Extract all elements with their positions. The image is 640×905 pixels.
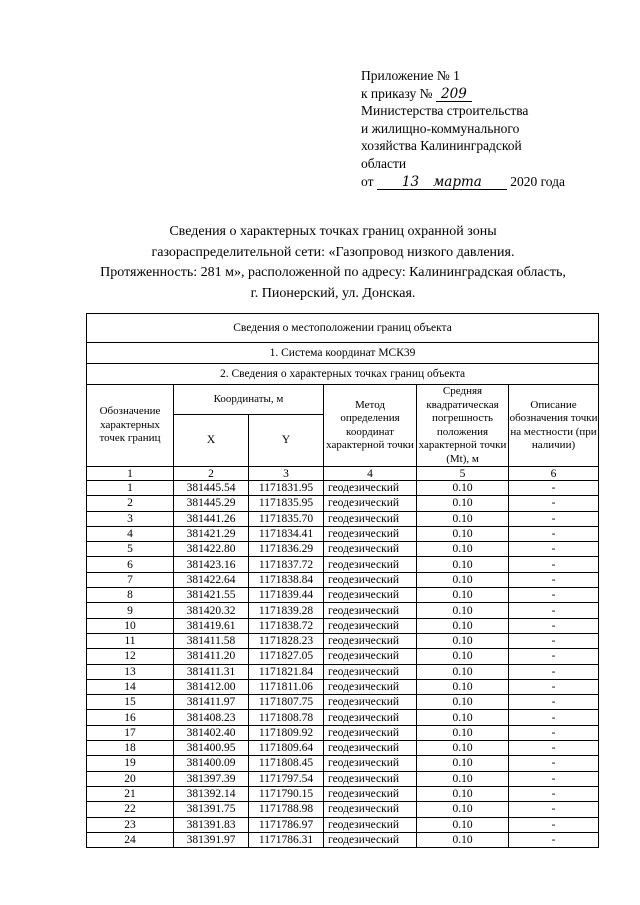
cell-x: 381422.80 <box>174 542 249 557</box>
header-method: Метод определения координат характерной точки <box>324 385 417 467</box>
cell-error: 0.10 <box>417 557 509 572</box>
cell-description: - <box>509 679 599 694</box>
table-row <box>87 786 599 801</box>
cell-description: - <box>509 572 599 587</box>
heading-line-1: Сведения о характерных точках границ охранной зоны <box>169 224 497 239</box>
cell-point-number: 23 <box>87 817 174 832</box>
cell-y: 1171839.44 <box>249 588 324 603</box>
cell-point-number: 14 <box>87 679 174 694</box>
cell-point-number: 11 <box>87 633 174 648</box>
table-row <box>87 741 599 756</box>
cell-description: - <box>509 481 599 496</box>
cell-y: 1171807.75 <box>249 695 324 710</box>
cell-method: геодезический <box>324 542 417 557</box>
cell-x: 381419.61 <box>174 618 249 633</box>
cell-error: 0.10 <box>417 802 509 817</box>
appendix-line-4: и жилищно-коммунального <box>361 120 520 136</box>
cell-error: 0.10 <box>417 572 509 587</box>
appendix-block <box>361 67 601 190</box>
cell-description: - <box>509 618 599 633</box>
date-prefix: от <box>361 173 374 189</box>
cell-point-number: 16 <box>87 710 174 725</box>
cell-point-number: 9 <box>87 603 174 618</box>
cell-x: 381391.75 <box>174 802 249 817</box>
column-number: 1 <box>87 467 174 481</box>
cell-x: 381392.14 <box>174 786 249 801</box>
cell-method: геодезический <box>324 481 417 496</box>
cell-description: - <box>509 802 599 817</box>
cell-description: - <box>509 725 599 740</box>
cell-method: геодезический <box>324 588 417 603</box>
cell-description: - <box>509 542 599 557</box>
cell-error: 0.10 <box>417 588 509 603</box>
cell-method: геодезический <box>324 664 417 679</box>
cell-x: 381400.95 <box>174 741 249 756</box>
cell-y: 1171838.84 <box>249 572 324 587</box>
table-row <box>87 725 599 740</box>
cell-point-number: 17 <box>87 725 174 740</box>
boundary-points-table <box>86 313 599 848</box>
cell-y: 1171834.41 <box>249 526 324 541</box>
table-title: Сведения о местоположении границ объекта <box>87 314 599 343</box>
cell-x: 381423.16 <box>174 557 249 572</box>
table-row <box>87 664 599 679</box>
cell-description: - <box>509 633 599 648</box>
cell-error: 0.10 <box>417 633 509 648</box>
document-heading <box>40 222 626 304</box>
cell-point-number: 8 <box>87 588 174 603</box>
table-row <box>87 633 599 648</box>
cell-y: 1171831.95 <box>249 481 324 496</box>
column-numbers-row <box>87 467 599 481</box>
cell-y: 1171788.98 <box>249 802 324 817</box>
cell-error: 0.10 <box>417 725 509 740</box>
cell-method: геодезический <box>324 725 417 740</box>
table-row <box>87 817 599 832</box>
cell-method: геодезический <box>324 741 417 756</box>
cell-error: 0.10 <box>417 771 509 786</box>
heading-line-4: г. Пионерский, ул. Донская. <box>250 285 416 301</box>
cell-description: - <box>509 588 599 603</box>
table-row <box>87 802 599 817</box>
cell-method: геодезический <box>324 756 417 771</box>
table-row <box>87 756 599 771</box>
table-row <box>87 771 599 786</box>
table-row <box>87 618 599 633</box>
cell-x: 381420.32 <box>174 603 249 618</box>
table-row <box>87 679 599 694</box>
header-point: Обозначение характерных точек границ <box>87 385 174 467</box>
cell-point-number: 21 <box>87 786 174 801</box>
cell-description: - <box>509 496 599 511</box>
cell-point-number: 1 <box>87 481 174 496</box>
cell-point-number: 3 <box>87 511 174 526</box>
table-row <box>87 511 599 526</box>
table-row <box>87 572 599 587</box>
cell-y: 1171827.05 <box>249 649 324 664</box>
table-row <box>87 526 599 541</box>
table-row <box>87 588 599 603</box>
cell-x: 381391.83 <box>174 817 249 832</box>
cell-description: - <box>509 603 599 618</box>
cell-point-number: 5 <box>87 542 174 557</box>
cell-y: 1171828.23 <box>249 633 324 648</box>
cell-y: 1171786.31 <box>249 832 324 847</box>
cell-method: геодезический <box>324 679 417 694</box>
cell-point-number: 7 <box>87 572 174 587</box>
table-row <box>87 649 599 664</box>
header-coordinates: Координаты, м <box>174 385 324 415</box>
cell-method: геодезический <box>324 633 417 648</box>
cell-error: 0.10 <box>417 618 509 633</box>
cell-point-number: 4 <box>87 526 174 541</box>
cell-y: 1171839.28 <box>249 603 324 618</box>
column-number: 2 <box>174 467 249 481</box>
cell-x: 381441.26 <box>174 511 249 526</box>
cell-description: - <box>509 649 599 664</box>
cell-method: геодезический <box>324 496 417 511</box>
cell-method: геодезический <box>324 786 417 801</box>
cell-method: геодезический <box>324 802 417 817</box>
cell-method: геодезический <box>324 603 417 618</box>
cell-y: 1171838.72 <box>249 618 324 633</box>
section-row-2 <box>87 364 599 385</box>
cell-x: 381411.31 <box>174 664 249 679</box>
heading-line-2: газораспределительной сети: «Газопровод низкого давления. <box>151 244 515 260</box>
cell-description: - <box>509 786 599 801</box>
cell-y: 1171809.92 <box>249 725 324 740</box>
cell-description: - <box>509 756 599 771</box>
cell-y: 1171837.72 <box>249 557 324 572</box>
column-number: 4 <box>324 467 417 481</box>
table-row <box>87 603 599 618</box>
cell-method: геодезический <box>324 817 417 832</box>
cell-x: 381408.23 <box>174 710 249 725</box>
cell-point-number: 15 <box>87 695 174 710</box>
cell-description: - <box>509 817 599 832</box>
cell-point-number: 2 <box>87 496 174 511</box>
cell-x: 381411.97 <box>174 695 249 710</box>
table-row <box>87 481 599 496</box>
cell-description: - <box>509 710 599 725</box>
cell-error: 0.10 <box>417 664 509 679</box>
header-row-1 <box>87 385 599 415</box>
cell-error: 0.10 <box>417 832 509 847</box>
cell-error: 0.10 <box>417 741 509 756</box>
cell-point-number: 24 <box>87 832 174 847</box>
cell-description: - <box>509 557 599 572</box>
column-number: 6 <box>509 467 599 481</box>
cell-method: геодезический <box>324 572 417 587</box>
cell-error: 0.10 <box>417 496 509 511</box>
cell-x: 381402.40 <box>174 725 249 740</box>
section-coordinate-system: 1. Система координат МСК39 <box>87 343 599 364</box>
cell-error: 0.10 <box>417 526 509 541</box>
cell-description: - <box>509 511 599 526</box>
cell-error: 0.10 <box>417 817 509 832</box>
table-row <box>87 496 599 511</box>
cell-method: геодезический <box>324 649 417 664</box>
cell-x: 381421.29 <box>174 526 249 541</box>
column-number: 3 <box>249 467 324 481</box>
cell-error: 0.10 <box>417 756 509 771</box>
order-number-handwritten: 209 <box>436 87 472 102</box>
cell-y: 1171835.70 <box>249 511 324 526</box>
date-year: 2020 года <box>510 173 566 189</box>
header-x: X <box>174 414 249 466</box>
order-prefix: к приказу № <box>361 85 433 101</box>
cell-error: 0.10 <box>417 710 509 725</box>
cell-x: 381412.00 <box>174 679 249 694</box>
cell-x: 381411.58 <box>174 633 249 648</box>
cell-y: 1171809.64 <box>249 741 324 756</box>
cell-y: 1171797.54 <box>249 771 324 786</box>
appendix-line-5: хозяйства Калининградской <box>361 138 522 154</box>
table-row <box>87 542 599 557</box>
cell-y: 1171808.78 <box>249 710 324 725</box>
cell-method: геодезический <box>324 526 417 541</box>
cell-method: геодезический <box>324 618 417 633</box>
table-row <box>87 832 599 847</box>
cell-method: геодезический <box>324 695 417 710</box>
cell-point-number: 12 <box>87 649 174 664</box>
cell-x: 381445.29 <box>174 496 249 511</box>
section-boundary-points: 2. Сведения о характерных точках границ объекта <box>87 364 599 385</box>
cell-error: 0.10 <box>417 679 509 694</box>
cell-y: 1171790.15 <box>249 786 324 801</box>
appendix-line-1: Приложение № 1 <box>361 68 460 83</box>
table-row <box>87 710 599 725</box>
cell-error: 0.10 <box>417 542 509 557</box>
cell-point-number: 20 <box>87 771 174 786</box>
cell-x: 381400.09 <box>174 756 249 771</box>
cell-x: 381421.55 <box>174 588 249 603</box>
cell-description: - <box>509 664 599 679</box>
cell-error: 0.10 <box>417 786 509 801</box>
cell-error: 0.10 <box>417 695 509 710</box>
cell-x: 381445.54 <box>174 481 249 496</box>
cell-method: геодезический <box>324 557 417 572</box>
table-title-row <box>87 314 599 343</box>
cell-y: 1171836.29 <box>249 542 324 557</box>
header-description: Описание обозначения точки на местности (при наличии) <box>509 385 599 467</box>
cell-y: 1171811.06 <box>249 679 324 694</box>
heading-line-3: Протяженность: 281 м», расположенной по адресу: Калининградская область, <box>100 265 566 280</box>
cell-y: 1171835.95 <box>249 496 324 511</box>
cell-y: 1171821.84 <box>249 664 324 679</box>
cell-x: 381391.97 <box>174 832 249 847</box>
cell-y: 1171808.45 <box>249 756 324 771</box>
cell-point-number: 13 <box>87 664 174 679</box>
cell-description: - <box>509 695 599 710</box>
cell-y: 1171786.97 <box>249 817 324 832</box>
cell-description: - <box>509 771 599 786</box>
column-number: 5 <box>417 467 509 481</box>
cell-point-number: 19 <box>87 756 174 771</box>
cell-error: 0.10 <box>417 649 509 664</box>
date-month: марта <box>433 173 482 190</box>
cell-method: геодезический <box>324 832 417 847</box>
cell-description: - <box>509 526 599 541</box>
cell-point-number: 22 <box>87 802 174 817</box>
cell-x: 381397.39 <box>174 771 249 786</box>
appendix-line-6: области <box>361 155 407 171</box>
appendix-line-3: Министерства строительства <box>361 103 529 119</box>
table-row <box>87 557 599 572</box>
date-day: 13 <box>401 173 420 190</box>
cell-error: 0.10 <box>417 481 509 496</box>
appendix-order-line <box>361 85 601 103</box>
header-error: Средняя квадратическая погрешность положения характерной точки (Mt), м <box>417 385 509 467</box>
cell-error: 0.10 <box>417 511 509 526</box>
cell-description: - <box>509 832 599 847</box>
cell-point-number: 10 <box>87 618 174 633</box>
cell-method: геодезический <box>324 771 417 786</box>
table-row <box>87 695 599 710</box>
cell-description: - <box>509 741 599 756</box>
cell-point-number: 18 <box>87 741 174 756</box>
cell-x: 381422.64 <box>174 572 249 587</box>
appendix-date-line <box>361 173 601 191</box>
header-y: Y <box>249 414 324 466</box>
section-row-1 <box>87 343 599 364</box>
cell-method: геодезический <box>324 511 417 526</box>
cell-method: геодезический <box>324 710 417 725</box>
cell-x: 381411.20 <box>174 649 249 664</box>
cell-error: 0.10 <box>417 603 509 618</box>
cell-point-number: 6 <box>87 557 174 572</box>
date-handwritten <box>377 175 507 190</box>
table-body <box>87 481 599 848</box>
